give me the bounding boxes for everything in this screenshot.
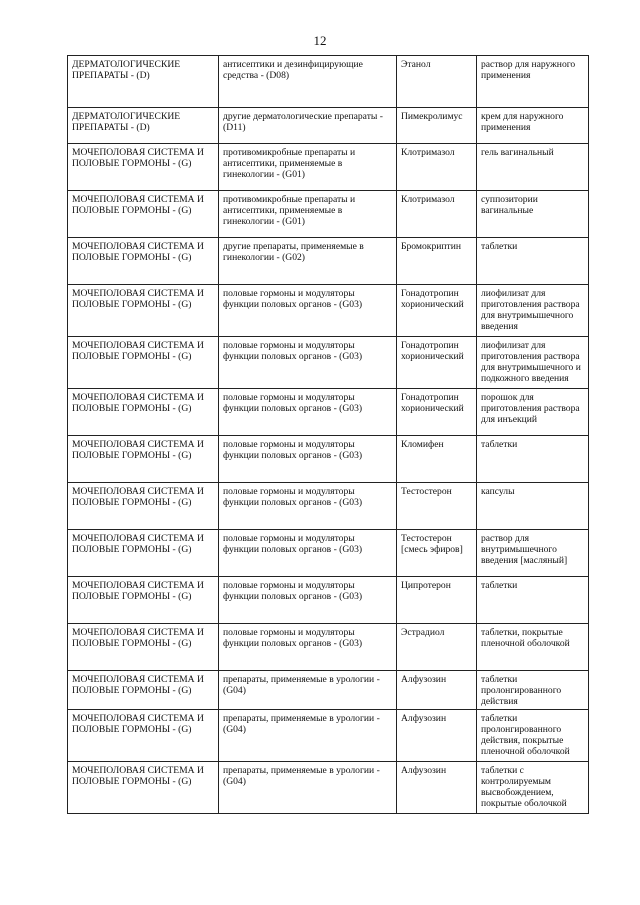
dosage-form-cell: лиофилизат для приготовления раствора для внутримышечного и подкожного введения	[477, 337, 589, 389]
table-row	[68, 285, 589, 337]
subgroup-cell: половые гормоны и модуляторы функции половых органов - (G03)	[219, 389, 397, 436]
pharm-group-cell: МОЧЕПОЛОВАЯ СИСТЕМА И ПОЛОВЫЕ ГОРМОНЫ - (G)	[68, 762, 219, 814]
drug-name-cell: Ципротерон	[397, 577, 477, 624]
pharm-group-cell: МОЧЕПОЛОВАЯ СИСТЕМА И ПОЛОВЫЕ ГОРМОНЫ - (G)	[68, 144, 219, 191]
table-row	[68, 56, 589, 108]
dosage-form-cell: таблетки	[477, 238, 589, 285]
pharm-group-cell: МОЧЕПОЛОВАЯ СИСТЕМА И ПОЛОВЫЕ ГОРМОНЫ - (G)	[68, 483, 219, 530]
table-row	[68, 577, 589, 624]
subgroup-cell: половые гормоны и модуляторы функции половых органов - (G03)	[219, 337, 397, 389]
drug-name-cell: Алфузозин	[397, 762, 477, 814]
pharm-group-cell: МОЧЕПОЛОВАЯ СИСТЕМА И ПОЛОВЫЕ ГОРМОНЫ - (G)	[68, 671, 219, 710]
drug-name-cell: Тестостерон [смесь эфиров]	[397, 530, 477, 577]
dosage-form-cell: гель вагинальный	[477, 144, 589, 191]
table-row	[68, 671, 589, 710]
drug-name-cell: Гонадотропин хорионический	[397, 389, 477, 436]
pharm-group-cell: МОЧЕПОЛОВАЯ СИСТЕМА И ПОЛОВЫЕ ГОРМОНЫ - (G)	[68, 436, 219, 483]
subgroup-cell: другие препараты, применяемые в гинекологии - (G02)	[219, 238, 397, 285]
drug-name-cell: Тестостерон	[397, 483, 477, 530]
drug-name-cell: Алфузозин	[397, 710, 477, 762]
subgroup-cell: половые гормоны и модуляторы функции половых органов - (G03)	[219, 285, 397, 337]
dosage-form-cell: порошок для приготовления раствора для инъекций	[477, 389, 589, 436]
pharm-group-cell: МОЧЕПОЛОВАЯ СИСТЕМА И ПОЛОВЫЕ ГОРМОНЫ - (G)	[68, 285, 219, 337]
pharm-group-cell: МОЧЕПОЛОВАЯ СИСТЕМА И ПОЛОВЫЕ ГОРМОНЫ - (G)	[68, 337, 219, 389]
dosage-form-cell: таблетки, покрытые пленочной оболочкой	[477, 624, 589, 671]
drug-name-cell: Этанол	[397, 56, 477, 108]
dosage-form-cell: таблетки	[477, 436, 589, 483]
subgroup-cell: препараты, применяемые в урологии - (G04)	[219, 671, 397, 710]
table-body	[68, 56, 589, 814]
table-row	[68, 530, 589, 577]
table-row	[68, 624, 589, 671]
drug-name-cell: Бромокриптин	[397, 238, 477, 285]
drug-name-cell: Кломифен	[397, 436, 477, 483]
table-row	[68, 191, 589, 238]
table-row	[68, 762, 589, 814]
table-row	[68, 337, 589, 389]
table-row	[68, 389, 589, 436]
drug-name-cell: Гонадотропин хорионический	[397, 285, 477, 337]
dosage-form-cell: таблетки пролонгированного действия, покрытые пленочной оболочкой	[477, 710, 589, 762]
pharm-group-cell: МОЧЕПОЛОВАЯ СИСТЕМА И ПОЛОВЫЕ ГОРМОНЫ - (G)	[68, 530, 219, 577]
dosage-form-cell: раствор для наружного применения	[477, 56, 589, 108]
subgroup-cell: половые гормоны и модуляторы функции половых органов - (G03)	[219, 624, 397, 671]
subgroup-cell: противомикробные препараты и антисептики, применяемые в гинекологии - (G01)	[219, 191, 397, 238]
drug-name-cell: Гонадотропин хорионический	[397, 337, 477, 389]
subgroup-cell: половые гормоны и модуляторы функции половых органов - (G03)	[219, 483, 397, 530]
pharm-group-cell: ДЕРМАТОЛОГИЧЕСКИЕ ПРЕПАРАТЫ - (D)	[68, 108, 219, 144]
dosage-form-cell: таблетки с контролируемым высвобождением, покрытые оболочкой	[477, 762, 589, 814]
drug-name-cell: Алфузозин	[397, 671, 477, 710]
pharm-group-cell: МОЧЕПОЛОВАЯ СИСТЕМА И ПОЛОВЫЕ ГОРМОНЫ - (G)	[68, 624, 219, 671]
drug-name-cell: Эстрадиол	[397, 624, 477, 671]
dosage-form-cell: таблетки пролонгированного действия	[477, 671, 589, 710]
subgroup-cell: другие дерматологические препараты - (D11)	[219, 108, 397, 144]
pharm-group-cell: МОЧЕПОЛОВАЯ СИСТЕМА И ПОЛОВЫЕ ГОРМОНЫ - (G)	[68, 577, 219, 624]
dosage-form-cell: раствор для внутримышечного введения [масляный]	[477, 530, 589, 577]
subgroup-cell: антисептики и дезинфицирующие средства - (D08)	[219, 56, 397, 108]
drug-name-cell: Пимекролимус	[397, 108, 477, 144]
table-row	[68, 436, 589, 483]
table-row	[68, 483, 589, 530]
pharm-group-cell: МОЧЕПОЛОВАЯ СИСТЕМА И ПОЛОВЫЕ ГОРМОНЫ - (G)	[68, 238, 219, 285]
dosage-form-cell: суппозитории вагинальные	[477, 191, 589, 238]
table-row	[68, 108, 589, 144]
drug-name-cell: Клотримазол	[397, 191, 477, 238]
pharm-group-cell: МОЧЕПОЛОВАЯ СИСТЕМА И ПОЛОВЫЕ ГОРМОНЫ - (G)	[68, 710, 219, 762]
subgroup-cell: противомикробные препараты и антисептики, применяемые в гинекологии - (G01)	[219, 144, 397, 191]
subgroup-cell: препараты, применяемые в урологии - (G04)	[219, 710, 397, 762]
dosage-form-cell: таблетки	[477, 577, 589, 624]
page-number: 12	[313, 33, 327, 48]
dosage-form-cell: крем для наружного применения	[477, 108, 589, 144]
drug-list-table	[67, 55, 589, 814]
subgroup-cell: половые гормоны и модуляторы функции половых органов - (G03)	[219, 436, 397, 483]
dosage-form-cell: капсулы	[477, 483, 589, 530]
subgroup-cell: половые гормоны и модуляторы функции половых органов - (G03)	[219, 530, 397, 577]
drug-name-cell: Клотримазол	[397, 144, 477, 191]
subgroup-cell: половые гормоны и модуляторы функции половых органов - (G03)	[219, 577, 397, 624]
table-row	[68, 710, 589, 762]
pharm-group-cell: ДЕРМАТОЛОГИЧЕСКИЕ ПРЕПАРАТЫ - (D)	[68, 56, 219, 108]
pharm-group-cell: МОЧЕПОЛОВАЯ СИСТЕМА И ПОЛОВЫЕ ГОРМОНЫ - (G)	[68, 191, 219, 238]
pharm-group-cell: МОЧЕПОЛОВАЯ СИСТЕМА И ПОЛОВЫЕ ГОРМОНЫ - (G)	[68, 389, 219, 436]
dosage-form-cell: лиофилизат для приготовления раствора для внутримышечного введения	[477, 285, 589, 337]
table-row	[68, 238, 589, 285]
subgroup-cell: препараты, применяемые в урологии - (G04)	[219, 762, 397, 814]
table-row	[68, 144, 589, 191]
